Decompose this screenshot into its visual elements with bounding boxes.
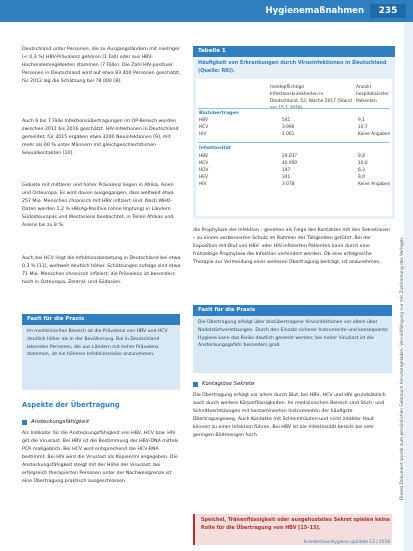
table-cell: 9,1 bbox=[358, 118, 365, 123]
table-label: Tabelle 1 bbox=[193, 46, 395, 57]
copyright-note: Dieses Dokument wurde zum persönlichen Gebrauch heruntergeladen. Vervielfältigung nur mit Zustimmung des Verlages. bbox=[400, 236, 405, 500]
table-cell: 10,7 bbox=[358, 125, 368, 130]
practice-box-text: Im medizinischen Bereich ist die Prävalenz von HBV und HCV deutlich höher als in der Bevölkerung. Bei in Deutschland lebenden Personen, die aus Ländern mit hoher Prävalenz stammen, ist ein höheres Infektionsrisiko anzunehmen. bbox=[27, 329, 168, 358]
table-body bbox=[196, 79, 392, 216]
table-cell: 341 bbox=[282, 175, 291, 180]
practice-box-title: Fazit für die Praxis bbox=[22, 314, 180, 325]
table-cell: 3.996 bbox=[282, 125, 295, 130]
table-caption: Häufigkeit von Erkrankungen durch Virusinfektionen in Deutschland (Quelle: RKI). bbox=[198, 60, 387, 74]
left-paragraph-2: Auch 6 bis 7 Fälle Infektionsübertragungen im OP-Bereich wurden zwischen 2011 bis 2016 geschätzt. HIV-Infektionen in Deutschland gemeldet, für 2015 ergaben etwa 3200 Neuinfektionen [9], mit mehr als 60 % unter Männern mit gleichgeschlechtlichen Sexualkontakten [10]. bbox=[22, 119, 179, 156]
table-cell: HEV bbox=[199, 175, 208, 180]
table-cell: 9,0 bbox=[358, 175, 365, 180]
journal-footer: Krankenhaushygiene up2date 13 | 2018 bbox=[303, 540, 390, 545]
left-paragraph-3: Gebiete mit mittlerer und hoher Prävalenz liegen in Afrika, Asien und Osteuropa. Es wird davon ausgegangen, dass weltweit etwa 257 Mio. Menschen chronisch mit HBV infiziert sind. Nach WHO-Daten werden 1,2 % HBsAg-Positive (ohne Impfung) in Ländern Südosteuropas und Westasiens beobachtet, in Teilen Afrikas und Asiens bis zu 8 %. bbox=[22, 183, 174, 228]
practice-box-left bbox=[22, 314, 180, 390]
table-row bbox=[196, 153, 392, 160]
practice-box-text: Die Übertragung erfolgt über blutübertragene Virusinfektionen vor allem über Nadelstichverletzungen. Durch den Einsatz sicherer Instrumente und konsequente Hygiene kann das Risiko deutlich gesenkt werden; bei hoher Viruslast ist die Ansteckungsgefahr besonders groß. bbox=[198, 320, 388, 349]
table-cell: 3.078 bbox=[282, 182, 295, 187]
column-header-hospitalized: Anzahl hospitalisierter Patienten bbox=[356, 85, 389, 104]
table-cell: HCV bbox=[199, 125, 209, 130]
header-band bbox=[0, 0, 413, 22]
subheading-secretions: Kontagiöse Sekrete bbox=[202, 381, 255, 387]
table-cell: HDV bbox=[199, 168, 209, 173]
table-row bbox=[196, 167, 392, 174]
right-paragraph-2: Die Übertragung erfolgt vor allem durch Blut, bei HBV, HCV und HIV grundsätzlich auch durch weitere Körperflüssigkeiten. Im medizinischen Bereich sind Stich- und Schnittverletzungen mit kontaminierten Instrumenten der häufigste Übertragungsweg. Auch Kontakte mit Schleimhäuten und nicht intakter Haut können zu einer Infektion führen. Bei HBV ist die Infektiosität bereits bei sehr geringen Blutmengen hoch. bbox=[193, 393, 386, 438]
table-cell: HIV bbox=[199, 132, 207, 137]
warning-text: Speichel, Tränenflüssigkeit oder ausgehustetes Sekret spielen keine Rolle für die Übertragung von HBV [15–15]. bbox=[201, 517, 390, 531]
table-row bbox=[196, 174, 392, 181]
table-cell: 541 bbox=[282, 118, 291, 123]
table-row bbox=[196, 131, 392, 138]
column-header-cases: meldepflichtige Infektionskrankheiten in Deutschland, 52. Woche 2017 (Stand am 15.1.2018) bbox=[270, 85, 352, 111]
page-number: 235 bbox=[370, 4, 406, 18]
left-paragraph-4: Auch bei HCV liegt die Infektionsbelastung in Deutschland bei etwa 0,3 % [11], weltweit deutlich höher. Schätzungen zufolge sind etwa 71 Mio. Menschen chronisch infiziert; die Prävalenz ist besonders hoch in Osteuropa, Zentral- und Südasien. bbox=[22, 256, 181, 285]
bullet-square bbox=[22, 420, 27, 425]
table-cell: 9,8 bbox=[358, 154, 365, 159]
table-cell: 147 bbox=[282, 168, 291, 173]
table-cell: 10,0 bbox=[358, 161, 368, 166]
left-paragraph-5: Als Indikator für die Ansteckungsfähigkeit von HBV, HCV bzw. HIV gilt die Viruslast. Bei HBV ist die Bestimmung der HBV-DNA mittels PCR maßgeblich. Bei HCV wird entsprechend die HCV-RNA bestimmt. Bei HIV wird die Viruslast als Kopien/ml angegeben. Die Ansteckungsfähigkeit steigt mit der Höhe der Viruslast; bei erfolgreich therapierten Personen unter der Nachweisgrenze ist eine Übertragung praktisch ausgeschlossen. bbox=[22, 431, 179, 484]
table-divider bbox=[198, 142, 390, 143]
left-paragraph-1: Deutschland unter Personen, die zu Ausgangsländern mit niedriger (< 0,3 %) HBV-Prävalenz gehören (1 Fall) oder aus HBV-Hochendemiegebieten stammen (7 Fälle). Die Zahl HIV-positiver Personen in Deutschland wird auf etwa 83 400 Personen geschätzt, für 2012 lag die Schätzung bei 78 000 [8]. bbox=[22, 47, 181, 84]
table-cell: Keine Angaben bbox=[358, 182, 391, 187]
table-row bbox=[196, 181, 392, 188]
table-section-label: Blutübertragen bbox=[199, 111, 239, 116]
practice-box-right bbox=[193, 305, 392, 373]
table-1 bbox=[193, 46, 395, 219]
table-row bbox=[196, 160, 392, 167]
subheading-contagion: Ansteckungsfähigkeit bbox=[31, 419, 90, 425]
table-row bbox=[196, 124, 392, 131]
table-cell: HIV bbox=[199, 182, 207, 187]
right-paragraph-1: die Prophylaxe der Infektion – gesehen als Folge des Kontaktes mit den Sekretionen – zu einem verbesserten Schutz im Rahmen der Tätigkeiten geführt. Bei der Exposition mit Blut von HBV- oder HIV-infizierten Patienten kann durch eine frühzeitige Prophylaxe die Infektion verhindert werden. Ob eine erfolgreiche Therapie zur Vermeidung einer weiteren Übertragung beiträgt, ist anzunehmen. bbox=[193, 228, 391, 265]
section-heading: Aspekte der Übertragung bbox=[22, 401, 120, 409]
table-cell: HBV bbox=[199, 118, 208, 123]
table-cell: 40.959 bbox=[282, 161, 298, 166]
table-divider bbox=[198, 108, 390, 109]
table-cell: HBV bbox=[199, 154, 208, 159]
table-cell: HCV bbox=[199, 161, 209, 166]
table-cell: 1.061 bbox=[282, 132, 295, 137]
table-cell: Keine Angaben bbox=[358, 132, 391, 137]
practice-box-title: Fazit für die Praxis bbox=[193, 305, 392, 316]
table-row bbox=[196, 117, 392, 124]
table-section-label: Infektiosität bbox=[199, 146, 231, 151]
table-cell: 29.037 bbox=[282, 154, 298, 159]
table-cell: 6,3 bbox=[358, 168, 365, 173]
bullet-square bbox=[193, 382, 198, 387]
section-title: Hygienemaßnahmen bbox=[265, 6, 364, 16]
